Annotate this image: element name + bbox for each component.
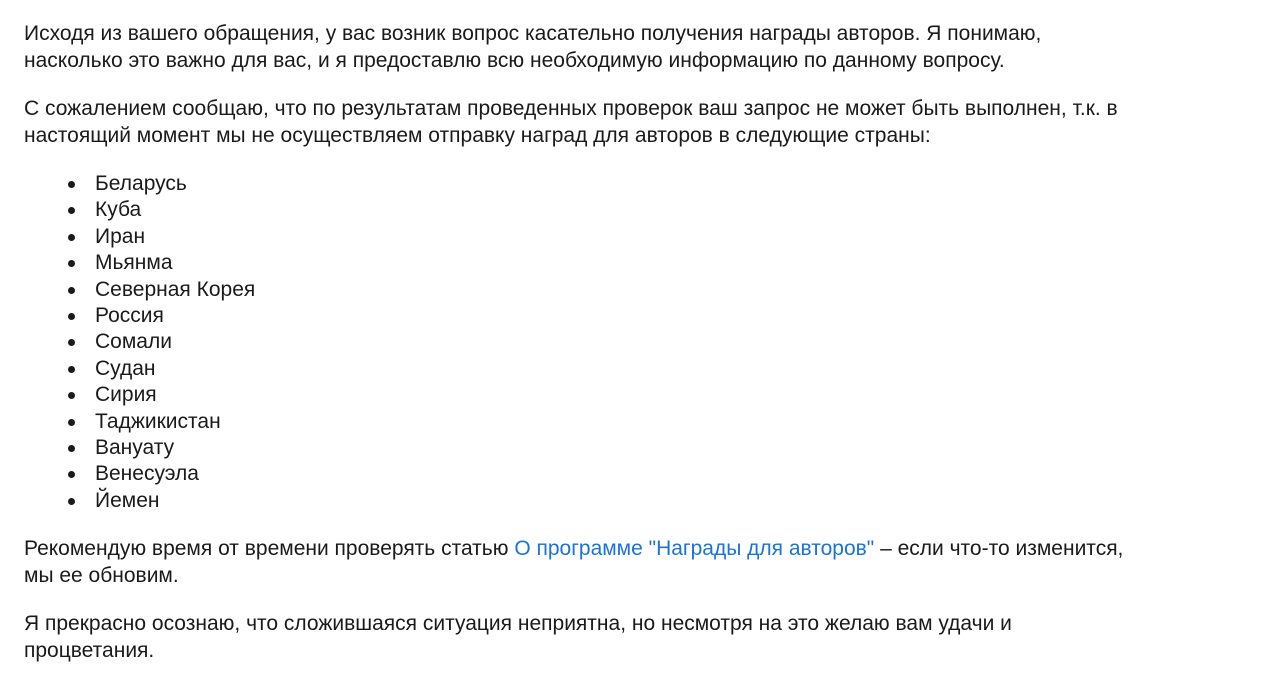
bullet-icon: [68, 234, 75, 241]
bullet-icon: [68, 471, 75, 478]
list-item: [95, 197, 1264, 223]
list-item: [95, 250, 1264, 276]
bullet-icon: [68, 498, 75, 505]
message-body: [24, 21, 1264, 664]
country-name: Мьянма: [95, 251, 173, 275]
list-item: [95, 171, 1264, 197]
recommendation-text-after-link: – если что-то изменится,: [874, 537, 1124, 561]
refusal-line-2: настоящий момент мы не осуществляем отправку наград для авторов в следующие страны:: [24, 123, 931, 147]
recommendation-paragraph: [24, 536, 1264, 589]
country-list: [24, 171, 1264, 514]
list-item: [95, 356, 1264, 382]
intro-line-2: насколько это важно для вас, и я предоставлю всю необходимую информацию по данному вопросу.: [24, 48, 1005, 72]
list-item: [95, 435, 1264, 461]
country-name: Йемен: [95, 488, 160, 512]
country-name: Беларусь: [95, 172, 187, 195]
country-name: Вануату: [95, 435, 175, 459]
closing-line-2: процветания.: [24, 638, 155, 662]
list-item: [95, 329, 1264, 355]
country-name: Сирия: [95, 383, 157, 407]
country-name: Судан: [95, 356, 156, 380]
country-name: Сомали: [95, 330, 172, 354]
list-item: [95, 224, 1264, 250]
list-item: [95, 277, 1264, 303]
country-name: Северная Корея: [95, 277, 256, 301]
bullet-icon: [68, 260, 75, 267]
country-name: Венесуэла: [95, 462, 199, 486]
list-item: [95, 303, 1264, 329]
country-name: Куба: [95, 198, 142, 222]
country-name: Россия: [95, 303, 164, 327]
bullet-icon: [68, 445, 75, 452]
country-name: Иран: [95, 224, 146, 248]
list-item: [95, 382, 1264, 408]
recommendation-line-2: мы ее обновим.: [24, 563, 179, 587]
refusal-line-1: С сожалением сообщаю, что по результатам проведенных проверок ваш запрос не может быть выполнен, т.к. в: [24, 97, 1118, 120]
intro-line-1: Исходя из вашего обращения, у вас возник вопрос касательно получения награды авторов. Я понимаю,: [24, 22, 1042, 45]
closing-paragraph: [24, 611, 1264, 664]
program-article-link[interactable]: О программе "Награды для авторов": [514, 537, 875, 561]
list-item: [95, 409, 1264, 435]
bullet-icon: [68, 339, 75, 346]
bullet-icon: [68, 419, 75, 426]
country-name: Таджикистан: [95, 409, 221, 433]
closing-line-1: Я прекрасно осознаю, что сложившаяся ситуация неприятна, но несмотря на это желаю вам удачи и: [24, 612, 1012, 636]
list-item: [95, 461, 1264, 487]
recommendation-text-before-link: Рекомендую время от времени проверять статью: [24, 537, 515, 561]
bullet-icon: [68, 207, 75, 214]
refusal-paragraph: [24, 96, 1264, 149]
bullet-icon: [68, 313, 75, 320]
bullet-icon: [68, 287, 75, 294]
list-item: [95, 488, 1264, 514]
intro-paragraph: [24, 21, 1264, 74]
bullet-icon: [68, 181, 75, 188]
bullet-icon: [68, 366, 75, 373]
bullet-icon: [68, 392, 75, 399]
